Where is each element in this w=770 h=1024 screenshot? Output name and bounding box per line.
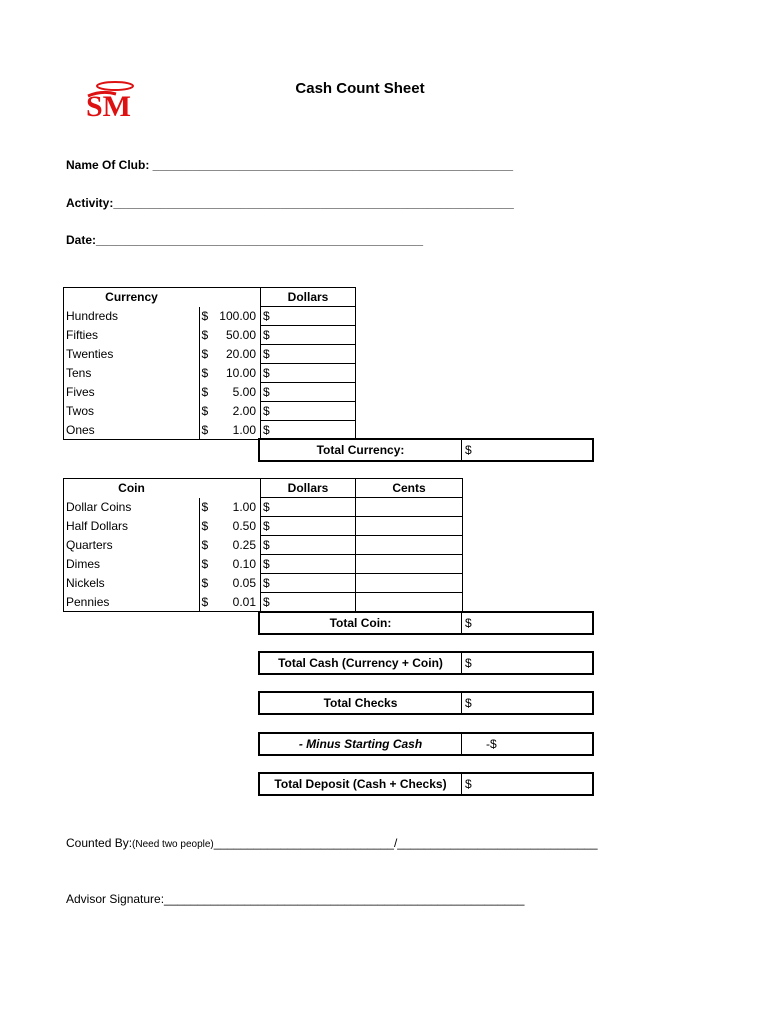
total-checks-label: Total Checks — [260, 693, 462, 713]
currency-dollars-cell[interactable]: $ — [261, 326, 356, 345]
currency-denomination-value — [199, 345, 261, 364]
currency-dollars-cell[interactable]: $ — [261, 421, 356, 440]
denomination-amount: 1.00 — [232, 422, 256, 437]
denomination-amount: 0.25 — [232, 538, 256, 552]
currency-denomination-value — [199, 402, 261, 421]
denomination-amount: 5.00 — [232, 385, 256, 399]
counted-by-prefix: Counted By: — [66, 836, 133, 850]
currency-symbol: $ — [201, 404, 209, 418]
coin-cents-cell[interactable] — [356, 555, 463, 574]
coin-denomination-label: Nickels — [64, 574, 200, 593]
total-cash-box — [258, 651, 594, 675]
currency-symbol: $ — [201, 347, 209, 361]
denomination-amount: 2.00 — [232, 404, 256, 418]
starting-cash-box — [258, 732, 594, 756]
coin-dollars-cell[interactable]: $ — [261, 574, 356, 593]
coin-cents-cell[interactable] — [356, 498, 463, 517]
currency-denomination-label: Fives — [64, 383, 200, 402]
total-currency-label: Total Currency: — [260, 440, 462, 460]
coin-dollars-cell[interactable]: $ — [261, 517, 356, 536]
currency-dollars-cell[interactable]: $ — [261, 364, 356, 383]
advisor-signature-field[interactable]: Advisor Signature:______________________________________________________ — [66, 892, 525, 906]
total-coin-box — [258, 611, 594, 635]
denomination-amount: 0.01 — [232, 594, 256, 609]
coin-row — [64, 536, 463, 555]
currency-row — [64, 326, 356, 345]
currency-symbol: $ — [201, 422, 209, 437]
coin-cents-cell[interactable] — [356, 574, 463, 593]
currency-denomination-value — [199, 383, 261, 402]
starting-cash-label: - Minus Starting Cash — [260, 734, 462, 754]
coin-dollars-header: Dollars — [261, 479, 356, 498]
coin-dollars-cell[interactable]: $ — [261, 536, 356, 555]
coin-denomination-value — [199, 536, 261, 555]
currency-denomination-label: Ones — [64, 421, 200, 440]
currency-symbol: $ — [201, 538, 209, 552]
counted-by-field[interactable] — [66, 836, 598, 850]
denomination-amount: 1.00 — [232, 500, 256, 514]
coin-row — [64, 555, 463, 574]
currency-denomination-value — [199, 364, 261, 383]
denomination-amount: 100.00 — [219, 309, 256, 323]
total-deposit-value[interactable]: $ — [465, 777, 472, 791]
coin-cents-cell[interactable] — [356, 517, 463, 536]
coin-dollars-cell[interactable]: $ — [261, 555, 356, 574]
coin-denomination-value — [199, 517, 261, 536]
activity-field[interactable]: Activity:____________________________________________________________ — [66, 196, 514, 210]
currency-symbol: $ — [201, 519, 209, 533]
currency-denomination-label: Hundreds — [64, 307, 200, 326]
counted-by-lines[interactable]: ___________________________/______________________________ — [213, 836, 598, 850]
date-field[interactable]: Date:_________________________________________________ — [66, 233, 424, 247]
page-title: Cash Count Sheet — [295, 80, 425, 97]
total-currency-value[interactable]: $ — [465, 443, 472, 457]
denomination-amount: 0.10 — [232, 557, 256, 571]
currency-header: Currency — [64, 288, 200, 307]
currency-symbol: $ — [201, 385, 209, 399]
coin-table — [63, 478, 463, 612]
total-checks-value[interactable]: $ — [465, 696, 472, 710]
currency-dollars-cell[interactable]: $ — [261, 345, 356, 364]
coin-cents-cell[interactable] — [356, 536, 463, 555]
currency-dollars-cell[interactable]: $ — [261, 383, 356, 402]
counted-by-note: (Need two people) — [132, 839, 214, 850]
coin-denomination-label: Half Dollars — [64, 517, 200, 536]
currency-denomination-label: Fifties — [64, 326, 200, 345]
currency-symbol: $ — [201, 500, 209, 514]
currency-symbol: $ — [201, 557, 209, 571]
currency-dollars-header: Dollars — [261, 288, 356, 307]
starting-cash-value[interactable]: -$ — [486, 737, 497, 751]
coin-denomination-label: Quarters — [64, 536, 200, 555]
coin-denomination-value — [199, 574, 261, 593]
coin-dollars-cell[interactable]: $ — [261, 498, 356, 517]
coin-cents-cell[interactable] — [356, 593, 463, 612]
coin-denomination-label: Pennies — [64, 593, 200, 612]
denomination-amount: 0.05 — [232, 576, 256, 590]
currency-row — [64, 364, 356, 383]
currency-symbol: $ — [201, 576, 209, 590]
coin-dollars-cell[interactable]: $ — [261, 593, 356, 612]
logo-text: SM — [86, 90, 131, 120]
total-coin-label: Total Coin: — [260, 613, 462, 633]
currency-symbol: $ — [201, 309, 209, 323]
total-deposit-label: Total Deposit (Cash + Checks) — [260, 774, 462, 794]
coin-row — [64, 498, 463, 517]
total-cash-label: Total Cash (Currency + Coin) — [260, 653, 462, 673]
currency-dollars-cell[interactable]: $ — [261, 307, 356, 326]
currency-symbol: $ — [201, 328, 209, 342]
currency-symbol: $ — [201, 594, 209, 609]
currency-denomination-value — [199, 307, 261, 326]
coin-denomination-label: Dimes — [64, 555, 200, 574]
currency-denomination-label: Twos — [64, 402, 200, 421]
denomination-amount: 20.00 — [225, 347, 256, 361]
currency-denomination-value — [199, 421, 261, 440]
currency-row — [64, 402, 356, 421]
denomination-amount: 10.00 — [225, 366, 256, 380]
coin-row — [64, 517, 463, 536]
coin-header: Coin — [64, 479, 200, 498]
total-currency-box — [258, 438, 594, 462]
currency-denomination-value — [199, 326, 261, 345]
currency-symbol: $ — [201, 366, 209, 380]
total-checks-box — [258, 691, 594, 715]
total-coin-value[interactable]: $ — [465, 616, 472, 630]
coin-cents-header: Cents — [356, 479, 463, 498]
currency-dollars-cell[interactable]: $ — [261, 402, 356, 421]
coin-denomination-value — [199, 498, 261, 517]
coin-denomination-value — [199, 555, 261, 574]
club-logo — [82, 78, 156, 120]
club-name-field[interactable]: Name Of Club: ______________________________________________________ — [66, 158, 514, 172]
denomination-amount: 0.50 — [232, 519, 256, 533]
coin-row — [64, 593, 463, 612]
currency-table — [63, 287, 356, 440]
coin-row — [64, 574, 463, 593]
total-cash-value[interactable]: $ — [465, 656, 472, 670]
currency-row — [64, 421, 356, 440]
currency-denomination-label: Twenties — [64, 345, 200, 364]
coin-denomination-label: Dollar Coins — [64, 498, 200, 517]
currency-row — [64, 345, 356, 364]
currency-row — [64, 307, 356, 326]
total-deposit-box — [258, 772, 594, 796]
currency-row — [64, 383, 356, 402]
coin-denomination-value — [199, 593, 261, 612]
denomination-amount: 50.00 — [225, 328, 256, 342]
currency-denomination-label: Tens — [64, 364, 200, 383]
